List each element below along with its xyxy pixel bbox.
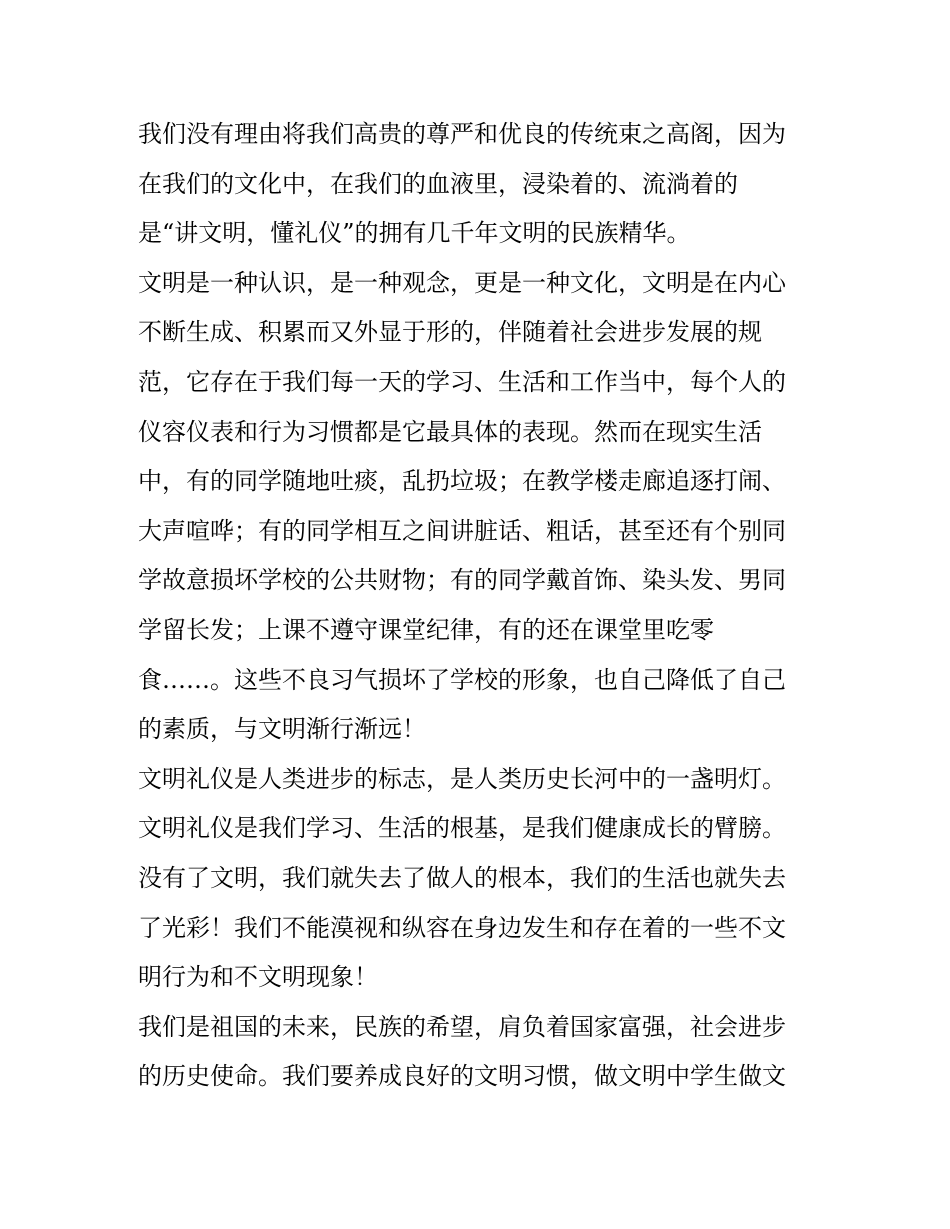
text-line: 文明礼仪是人类进步的标志，是人类历史长河中的一盏明灯。 xyxy=(138,764,786,793)
text-line: 的历史使命。我们要养成良好的文明习惯，做文明中学生做文 xyxy=(138,1062,786,1091)
text-line: 了光彩！我们不能漠视和纵容在身边发生和存在着的一些不文 xyxy=(138,913,786,942)
text-line: 范，它存在于我们每一天的学习、生活和工作当中，每个人的 xyxy=(138,367,786,396)
text-line: 学留长发；上课不遵守课堂纪律，有的还在课堂里吃零 xyxy=(138,615,714,644)
text-line: 在我们的文化中，在我们的血液里，浸染着的、流淌着的 xyxy=(138,169,738,198)
text-line: 食……。这些不良习气损坏了学校的形象，也自己降低了自己 xyxy=(138,665,786,694)
text-line: 是“讲文明，懂礼仪”的拥有几千年文明的民族精华。 xyxy=(138,219,691,248)
text-line: 大声喧哗；有的同学相互之间讲脏话、粗话，甚至还有个别同 xyxy=(138,516,786,545)
text-line: 的素质，与文明渐行渐远！ xyxy=(138,715,426,744)
text-line: 不断生成、积累而又外显于形的，伴随着社会进步发展的规 xyxy=(138,318,762,347)
text-line: 文明礼仪是我们学习、生活的根基，是我们健康成长的臂膀。 xyxy=(138,814,786,843)
text-line: 我们没有理由将我们高贵的尊严和优良的传统束之高阁，因为 xyxy=(138,120,786,148)
text-line: 没有了文明，我们就失去了做人的根本，我们的生活也就失去 xyxy=(138,863,786,892)
text-line: 明行为和不文明现象！ xyxy=(138,963,378,992)
text-line: 中，有的同学随地吐痰，乱扔垃圾；在教学楼走廊追逐打闹、 xyxy=(138,467,786,496)
body-text xyxy=(138,110,828,1102)
text-line: 学故意损坏学校的公共财物；有的同学戴首饰、染头发、男同 xyxy=(138,566,786,595)
text-line: 文明是一种认识，是一种观念，更是一种文化，文明是在内心 xyxy=(138,268,786,297)
text-line: 仪容仪表和行为习惯都是它最具体的表现。然而在现实生活 xyxy=(138,417,762,446)
text-line: 我们是祖国的未来，民族的希望，肩负着国家富强，社会进步 xyxy=(138,1012,786,1041)
